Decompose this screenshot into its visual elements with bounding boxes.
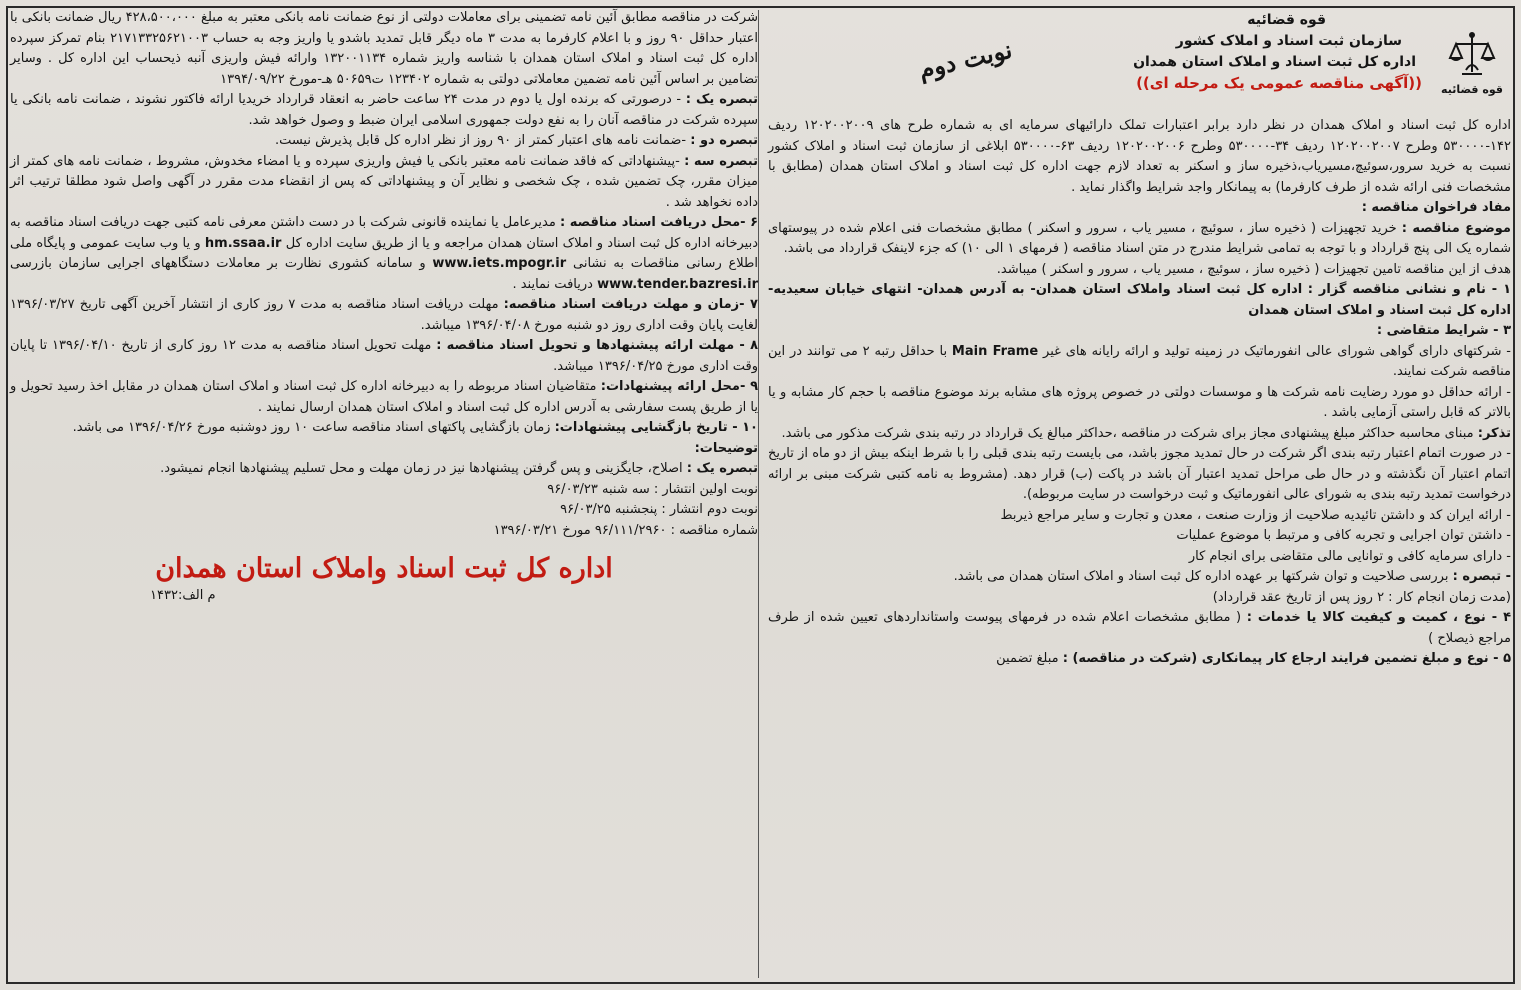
condition-3: - در صورت اتمام اعتبار رتبه بندی اگر شرکت در حال تمدید مجوز باشد، می بایست رتبه بندی قبلی را با شرط اینکه بیش از دو ماه از تاریخ اتمام اعتبار آن نگذشته و در حال طی مراحل تمدید اعتبار آن باشد در پاکت (ب) قرار دهد. (مشروط به نامه کتبی شرکت مبنی بر ارائه درخواست تمدید رتبه بندی به شورای عالی انفورماتیک و ثبت درخواست در سایت مربوطه). — [768, 446, 1511, 502]
note-2 — [10, 131, 758, 152]
second-publication: نوبت دوم انتشار : پنجشنبه ۹۶/۰۳/۲۵ — [560, 502, 758, 517]
section-heading: مفاد فراخوان مناقصه : — [1361, 200, 1511, 215]
condition-1 — [768, 342, 1511, 383]
issuer-title: اداره کل ثبت اسناد واملاک استان همدان — [155, 553, 613, 584]
section-8 — [10, 336, 758, 377]
left-column — [10, 8, 758, 980]
section-5-text: مبلغ تضمین — [996, 651, 1059, 666]
section-9-label: ۹ -محل ارائه پیشنهادات: — [600, 379, 758, 394]
note-1-text: - درصورتی که برنده اول یا دوم در مدت ۲۴ ساعت حاضر به انعقاد قرارداد خریدیا ارائه فاکتور نشوند ، ضمانت نامه بانکی یا سپرده شرکت در مناقصه آنان را به نفع دولت جمهوری اسلامی ایران ضبط و وصول خواهد شد. — [10, 92, 758, 128]
header-line-1: قوه قضائیه — [1247, 12, 1326, 28]
goal-paragraph: هدف از این مناقصه تامین تجهیزات ( ذخیره ساز ، سوئیچ ، مسیر یاب ، سرور و اسکنر ) میباشد. — [996, 261, 1511, 277]
judiciary-emblem — [1439, 30, 1505, 101]
explanation-1-label: تبصره یک : — [686, 461, 758, 476]
website-link-2[interactable]: www.iets.mpogr.ir — [432, 256, 567, 271]
note-1-label: تبصره یک : — [685, 92, 758, 107]
section-9-text: متقاضیان اسناد مربوطه را به دبیرخانه اداره کل ثبت اسناد و املاک استان همدان در مقابل اخذ رسید تحویل و یا از طریق پست سفارشی به آدرس اداره کل ثبت اسناد و املاک استان همدان ارسال نمایند . — [10, 379, 758, 415]
section-10-text: زمان بازگشایی پاکتهای اسناد مناقصه ساعت ۱۰ روز دوشنبه مورخ ۱۳۹۶/۰۴/۲۶ می باشد. — [72, 420, 551, 435]
subject-text: خرید تجهیزات ( ذخیره ساز ، سوئیچ ، مسیر یاب ، سرور و اسکنر ) مطابق مشخصات فنی اعلام شده در پیوستهای شماره یک الی پنج قرارداد و با توجه به تمامی شرایط مندرج در متن اسناد مناقصه ( فرمهای ۱ الی ۱۰) که جزء لاینفک قرارداد می باشد. — [768, 220, 1511, 256]
announcement-title: ((آگهی مناقصه عمومی یک مرحله ای)) — [1136, 74, 1422, 92]
column-divider — [758, 10, 759, 978]
duration-line: (مدت زمان انجام کار : ۲ روز پس از تاریخ عقد قرارداد) — [1212, 589, 1511, 605]
header-titles — [1133, 10, 1422, 94]
section-6-text-d: دریافت نمایند . — [512, 276, 593, 292]
note-text: مبنای محاسبه حداکثر مبلغ پیشنهادی مجاز برای شرکت در مناقصه ،حداکثر مبالغ یک قرارداد در رتبه بندی شرکت مذکور می باشد. — [781, 425, 1474, 441]
section-6-label: ۶ -محل دریافت اسناد مناقصه : — [560, 215, 758, 230]
note-label: تذکر: — [1477, 425, 1511, 441]
condition-2: - ارائه حداقل دو مورد رضایت نامه شرکت ها و موسسات دولتی در خصوص پروژه های مشابه برند موضوع مناقصه با حجم کار مشابه و یا بالاتر که قابل راستی آزمایی باشد . — [768, 384, 1511, 420]
explanations-heading: توضیحات: — [694, 440, 758, 456]
explanation-1 — [10, 459, 758, 480]
tabsareh-text: بررسی صلاحیت و توان شرکتها بر عهده اداره کل ثبت اسناد و املاک استان همدان می باشد. — [953, 569, 1449, 584]
intro-paragraph: اداره کل ثبت اسناد و املاک همدان در نظر دارد برابر اعتبارات تملک دارائیهای سرمایه ای به شماره طرح های ۱۲۰۲۰۰۲۰۰۹ ردیف ۱۴۲-۵۳۰۰۰۰ وطرح ۱۲۰۲۰۰۲۰۰۷ ردیف ۳۴-۵۳۰۰۰۰ وطرح ۱۲۰۲۰۰۲۰۰۶ ردیف ۶۳-۵۳۰۰۰۰ ابلاغی از سازمان ثبت اسناد و املاک کشور نسبت به خرید سرور،سوئیچ،مسیریاب،ذخیره ساز و اسکنر به تعداد لازم جهت اداره کل ثبت اسناد و املاک استان همدان (مطابق با مشخصات فنی ارائه شده از طرف کارفرما) به پیمانکار واجد شرایط واگذار نماید . — [768, 118, 1511, 195]
header-line-3: اداره کل ثبت اسناد و املاک استان همدان — [1133, 54, 1416, 70]
section-4-label: ۴ - نوع ، کمیت و کیفیت کالا یا خدمات : — [1246, 610, 1511, 625]
first-publication: نوبت اولین انتشار : سه شنبه ۹۶/۰۳/۲۳ — [547, 481, 758, 497]
announcement-header — [768, 8, 1511, 116]
explanation-1-text: اصلاح، جایگزینی و پس گرفتن پیشنهادها نیز در زمان مهلت و محل تسلیم پیشنهادها انجام نمیشود. — [160, 461, 683, 476]
header-line-2: سازمان ثبت اسناد و املاک کشور — [1175, 33, 1402, 49]
condition-1-b: با حداقل رتبه ۲ می توانند در این مناقصه شرکت نمایند. — [768, 343, 1511, 379]
section-6-text-b: و یا وب سایت عمومی و پایگاه ملی اطلاع رسانی مناقصات به نشانی — [10, 235, 758, 271]
section-6-text-c: و سامانه کشوری نظارت بر معاملات دستگاههای اجرایی سازمان بازرسی — [10, 256, 426, 271]
condition-1-a: - شرکتهای دارای گواهی شورای عالی انفورماتیک در زمینه تولید و ارائه رایانه های غیر — [1043, 343, 1511, 359]
note-2-label: تبصره دو : — [690, 133, 758, 148]
section-7-label: ۷ -زمان و مهلت دریافت اسناد مناقصه: — [503, 297, 758, 312]
right-column — [768, 8, 1511, 980]
section-1 — [768, 280, 1511, 321]
note-3 — [10, 152, 758, 214]
subject-label: موضوع مناقصه : — [1401, 220, 1511, 236]
note-paragraph — [768, 424, 1511, 445]
condition-4: - ارائه ایران کد و داشتن تائیدیه صلاحیت از وزارت صنعت ، معدن و تجارت و سایر مراجع ذیربط — [1000, 507, 1511, 523]
note-3-text: -پیشنهاداتی که فاقد ضمانت نامه معتبر بانکی یا فیش واریزی سپرده و یا امضاء مخدوش، مشروط ، ضمانت نامه های کمتر از میزان مقرر، چک تضمین شده ، چک شخصی و نظایر آن و پیشنهاداتی که پس از انقضاء مدت مقرر در آگهی واصل شود مطلقا ترتیب اثر داده نخواهد شد . — [10, 153, 758, 210]
section-3-label: ۳ - شرایط متقاضی : — [1376, 323, 1511, 338]
website-link-1[interactable]: hm.ssaa.ir — [204, 235, 282, 251]
note-2-text: -ضمانت نامه های اعتبار کمتر از ۹۰ روز از نظر اداره کل قابل پذیرش نیست. — [274, 133, 687, 148]
website-link-3[interactable]: www.tender.bazresi.ir — [597, 276, 758, 292]
section-5 — [768, 649, 1511, 670]
publication-round: نوبت دوم — [915, 34, 1015, 85]
section-6 — [10, 213, 758, 295]
section-10 — [10, 418, 758, 439]
section-4 — [768, 608, 1511, 649]
section-8-label: ۸ - مهلت ارائه پیشنهادها و تحویل اسناد مناقصه : — [436, 338, 759, 353]
section-7 — [10, 295, 758, 336]
emblem-label: قوه قضائیه — [1441, 83, 1503, 96]
tabsareh-paragraph — [768, 567, 1511, 588]
condition-5: - داشتن توان اجرایی و تجربه کافی و مرتبط با موضوع عملیات — [1176, 528, 1511, 543]
section-1-label: ۱ - نام و نشانی مناقصه گزار : — [1307, 282, 1512, 297]
tabsareh-label: - تبصره : — [1452, 569, 1511, 584]
condition-6: - دارای سرمایه کافی و توانایی مالی متقاضی برای انجام کار — [1188, 548, 1511, 564]
subject-paragraph — [768, 219, 1511, 260]
ad-code: م الف:۱۴۳۲ — [150, 587, 216, 603]
section-7-text: مهلت دریافت اسناد مناقصه به مدت ۷ روز کاری از انتشار آخرین آگهی تاریخ ۱۳۹۶/۰۳/۲۷ لغایت پایان وقت اداری روز دو شنبه مورخ ۱۳۹۶/۰۴/۰۸ میباشد. — [10, 297, 758, 333]
mainframe-term: Main Frame — [951, 343, 1039, 359]
section-4-text: ( مطابق مشخصات اعلام شده در فرمهای پیوست واستانداردهای تعیین شده از طرف مراجع ذیصلاح ) — [768, 610, 1511, 646]
tender-number: شماره مناقصه : ۹۶/۱۱۱/۲۹۶۰ مورخ ۱۳۹۶/۰۳/۲۱ — [493, 522, 758, 538]
scales-emblem-icon — [1448, 30, 1496, 80]
section-5-label: ۵ - نوع و مبلغ تضمین فرایند ارجاع کار پیمانکاری (شرکت در مناقصه) : — [1062, 651, 1511, 666]
section-10-label: ۱۰ - تاریخ بازگشایی پیشنهادات: — [554, 420, 758, 435]
note-3-label: تبصره سه : — [684, 153, 758, 169]
section-6-text: مدیرعامل یا نماینده قانونی شرکت با در دست داشتن معرفی نامه کتبی جهت دریافت اسناد مناقصه به دبیرخانه اداره کل ثبت اسناد و املاک استان همدان مراجعه و یا از طریق سایت اداره کل — [10, 215, 758, 251]
section-8-text: مهلت تحویل اسناد مناقصه به مدت ۱۲ روز کاری از تاریخ ۱۳۹۶/۰۴/۱۰ تا پایان وقت اداری مورخ ۱۳۹۶/۰۴/۲۵ میباشد. — [10, 338, 758, 374]
guarantee-paragraph: شرکت در مناقصه مطابق آئین نامه تضمینی برای معاملات دولتی از نوع ضمانت نامه بانکی معتبر به مبلغ ۴۲۸،۵۰۰،۰۰۰ ریال ضمانت بانکی با اعتبار حداقل ۹۰ روز و با اعلام کارفرما به مدت ۳ ماه دیگر قابل تمدید باشدو یا واریز وجه به حساب ۲۱۷۱۳۳۲۵۶۲۱۰۰۳ بنام تمرکز سپرده اداره کل ثبت اسناد و املاک استان همدان با شناسه واریز شماره ۱۳۲۰۰۱۱۳۴ وارائه فیش واریزی آنبه ذیحساب این اداره کل . وسایر تضامین بر اساس آئین نامه تضمین معاملاتی دولتی به شماره ۱۲۳۴۰۲ ت۵۰۶۵۹ هـ-مورخ ۱۳۹۴/۰۹/۲۲ — [10, 10, 759, 87]
section-9 — [10, 377, 758, 418]
note-1 — [10, 90, 758, 131]
section-1-text: اداره کل ثبت اسناد واملاک استان همدان- به آدرس همدان- انتهای خیابان سعیدیه-اداره کل ثبت اسناد و املاک استان همدان — [768, 282, 1511, 318]
